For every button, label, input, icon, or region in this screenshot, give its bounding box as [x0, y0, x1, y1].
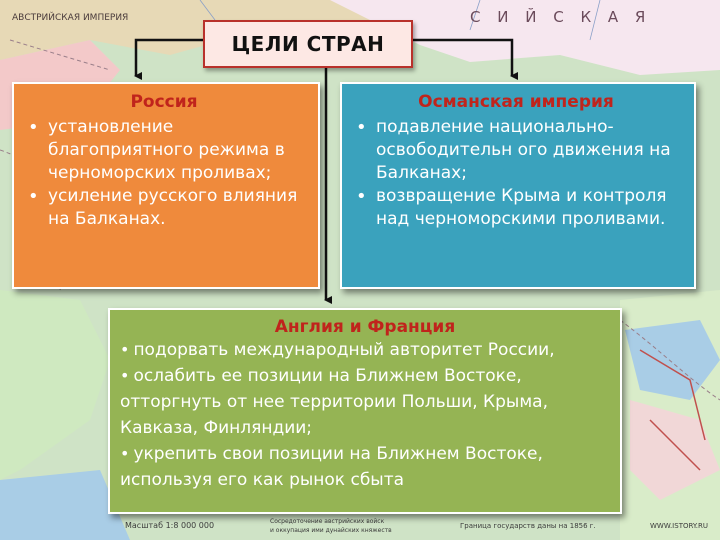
ottoman-goal-item: • подавление национально-освободительн ого движения на Балканах;	[350, 116, 682, 185]
bullet-icon: •	[120, 366, 130, 385]
england-france-goals-card	[108, 308, 622, 514]
page-title: ЦЕЛИ СТРАН	[203, 20, 413, 68]
map-scale: Масштаб 1:8 000 000	[125, 521, 215, 530]
russia-goals-list	[22, 116, 306, 231]
england-france-goal-item: • подорвать международный авторитет России,	[120, 340, 555, 360]
bullet-icon: •	[120, 444, 130, 463]
ottoman-heading: Османская империя	[418, 92, 614, 112]
england-france-goal-item: • ослабить ее позиции на Ближнем Востоке, отторгнуть от нее территории Польши, Крыма, Кавказа, Финляндии;	[120, 366, 548, 438]
ottoman-goal-item: • возвращение Крыма и контроля над черноморскими проливами.	[350, 185, 682, 231]
ottoman-goals-list	[350, 116, 682, 231]
england-france-heading: Англия и Франция	[274, 317, 456, 337]
ottoman-goals-card	[340, 82, 696, 289]
map-site-label: WWW.ISTORY.RU	[650, 522, 708, 530]
russia-goal-item: • усиление русского влияния на Балканах.	[22, 185, 306, 231]
map-label-austria: АВСТРИЙСКАЯ ИМПЕРИЯ	[12, 13, 129, 23]
russia-goal-item: • установление благоприятного режима в черноморских проливах;	[22, 116, 306, 185]
england-france-goal-item: • укрепить свои позиции на Ближнем Востоке, используя его как рынок сбыта	[120, 444, 543, 490]
map-label-russia: С И Й С К А Я	[470, 8, 652, 26]
map-legend-1b: и оккупация ими дунайских княжеств	[270, 527, 392, 534]
russia-goals-card	[12, 82, 320, 289]
map-legend-1: Сосредоточение австрийских войск	[270, 518, 385, 525]
bullet-icon: •	[120, 340, 130, 359]
russia-heading: Россия	[130, 92, 198, 112]
map-legend-2: Граница государств даны на 1856 г.	[460, 522, 596, 530]
